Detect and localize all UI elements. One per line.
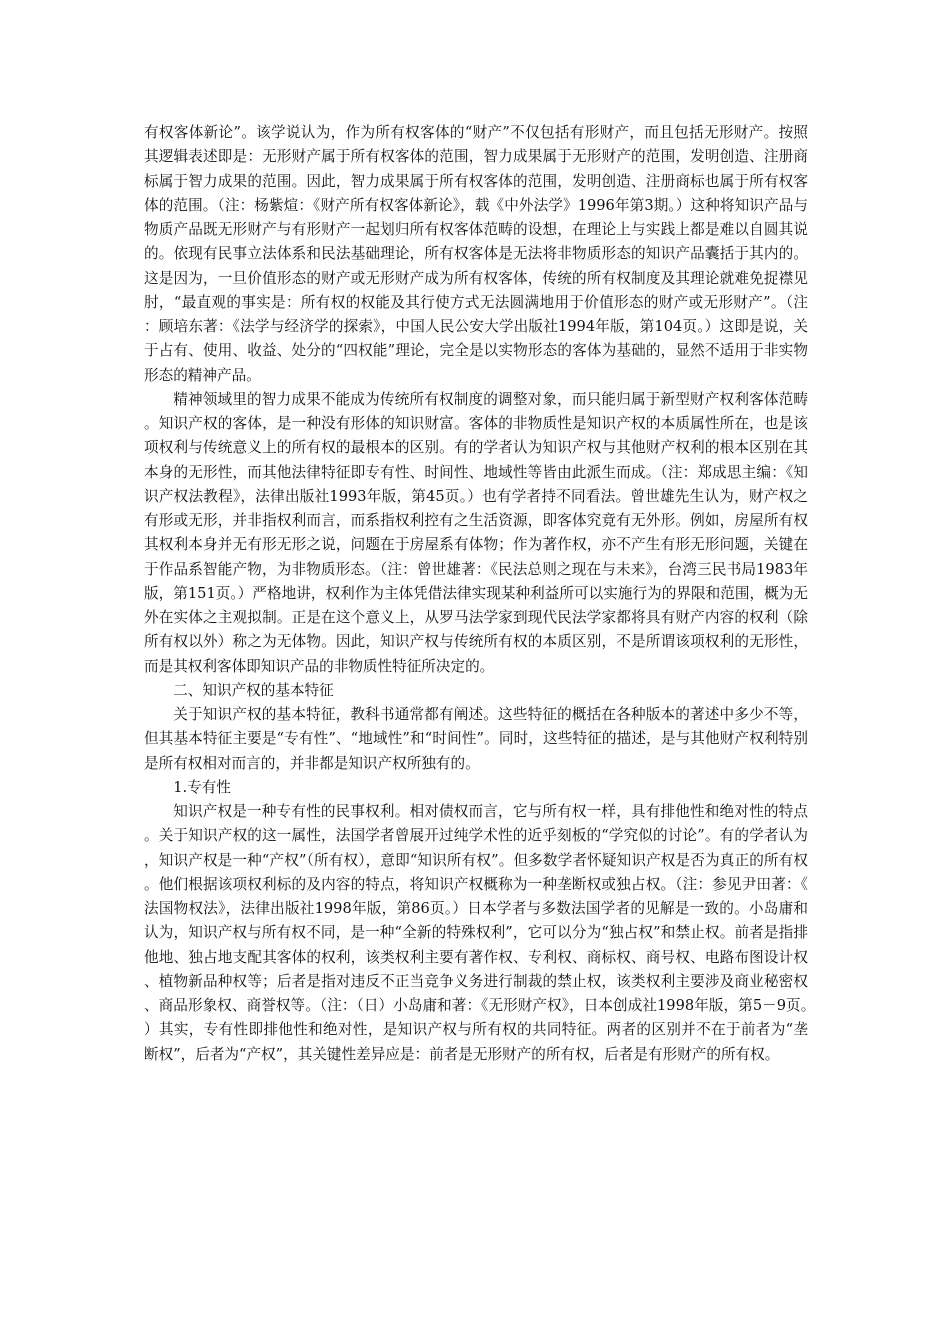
paragraph-intellectual-achievements: 精神领域里的智力成果不能成为传统所有权制度的调整对象，而只能归属于新型财产权利客体范畴。知识产权的客体，是一种没有形体的知识财富。客体的非物质性是知识产权的本质属性所在，也是该项权利与传统意义上的所有权的最根本的区别。有的学者认为知识产权与其他财产权利的根本区别在其本身的无形性，而其他法律特征即专有性、时间性、地域性等皆由此派生而成。（注：郑成思主编：《知识产权法教程》，法律出版社1993年版，第45页。）也有学者持不同看法。曾世雄先生认为，财产权之有形或无形，并非指权利而言，而系指权利控有之生活资源，即客体究竟有无外形。例如，房屋所有权其权利本身并无有形无形之说，问题在于房屋系有体物；作为著作权，亦不产生有形无形问题，关键在于作品系智能产物，为非物质形态。（注：曾世雄著：《民法总则之现在与未来》，台湾三民书局1983年版，第151页。）严格地讲，权利作为主体凭借法律实现某种利益所可以实施行为的界限和范围，概为无外在实体之主观拟制。正是在这个意义上，从罗马法学家到现代民法学家都将具有财产内容的权利（除所有权以外）称之为无体物。因此，知识产权与传统所有权的本质区别，不是所谓该项权利的无形性，而是其权利客体即知识产品的非物质性特征所决定的。	[144, 390, 808, 675]
section-heading-basic-features: 二、知识产权的基本特征	[173, 681, 334, 699]
paragraph-exclusivity: 知识产权是一种专有性的民事权利。相对债权而言，它与所有权一样，具有排他性和绝对性的特点。关于知识产权的这一属性，法国学者曾展开过纯学术性的近乎刻板的“学究似的讨论”。有的学者认为，知识产权是一种“产权”（所有权），意即“知识所有权”。但多数学者怀疑知识产权是否为真正的所有权。他们根据该项权利标的及内容的特点，将知识产权概称为一种垄断权或独占权。（注：参见尹田著：《法国物权法》，法律出版社1998年版，第86页。）日本学者与多数法国学者的见解是一致的。小岛庸和认为，知识产权与所有权不同，是一种“全新的特殊权利”，它可以分为“独占权”和禁止权。前者是指排他地、独占地支配其客体的权利，该类权利主要有著作权、专利权、商标权、商号权、电路布图设计权、植物新品种权等；后者是指对违反不正当竞争义务进行制裁的禁止权，该类权利主要涉及商业秘密权、商品形象权、商誉权等。（注：（日）小岛庸和著：《无形财产权》，日本创成社1998年版，第5－9页。）其实，专有性即排他性和绝对性，是知识产权与所有权的共同特征。两者的区别并不在于前者为“垄断权”，后者为“产权”，其关键性差异应是：前者是无形财产的所有权，后者是有形财产的所有权。	[144, 803, 808, 1063]
subsection-heading-exclusivity: 1.专有性	[173, 778, 231, 796]
document-body	[144, 121, 808, 1067]
paragraph-basic-features-intro: 关于知识产权的基本特征，教科书通常都有阐述。这些特征的概括在各种版本的著述中多少不等，但其基本特征主要是“专有性”、“地域性”和“时间性”。同时，这些特征的描述，是与其他财产权利特别是所有权相对而言的，并非都是知识产权所独有的。	[144, 706, 808, 772]
paragraph-continuation: 有权客体新论”。该学说认为，作为所有权客体的“财产”不仅包括有形财产，而且包括无形财产。按照其逻辑表述即是：无形财产属于所有权客体的范围，智力成果属于无形财产的范围，发明创造、注册商标属于智力成果的范围。因此，智力成果属于所有权客体的范围，发明创造、注册商标也属于所有权客体的范围。（注：杨紫煊：《财产所有权客体新论》，载《中外法学》1996年第3期。）这种将知识产品与物质产品既无形财产与有形财产一起划归所有权客体范畴的设想，在理论上与实践上都是难以自圆其说的。依现有民事立法体系和民法基础理论，所有权客体是无法将非物质形态的知识产品囊括于其内的。这是因为，一旦价值形态的财产或无形财产成为所有权客体，传统的所有权制度及其理论就难免捉襟见肘，“最直观的事实是：所有权的权能及其行使方式无法圆满地用于价值形态的财产或无形财产”。（注：顾培东著：《法学与经济学的探索》，中国人民公安大学出版社1994年版，第104页。）这即是说，关于占有、使用、收益、处分的“四权能”理论，完全是以实物形态的客体为基础的，显然不适用于非实物形态的精神产品。	[144, 124, 808, 384]
